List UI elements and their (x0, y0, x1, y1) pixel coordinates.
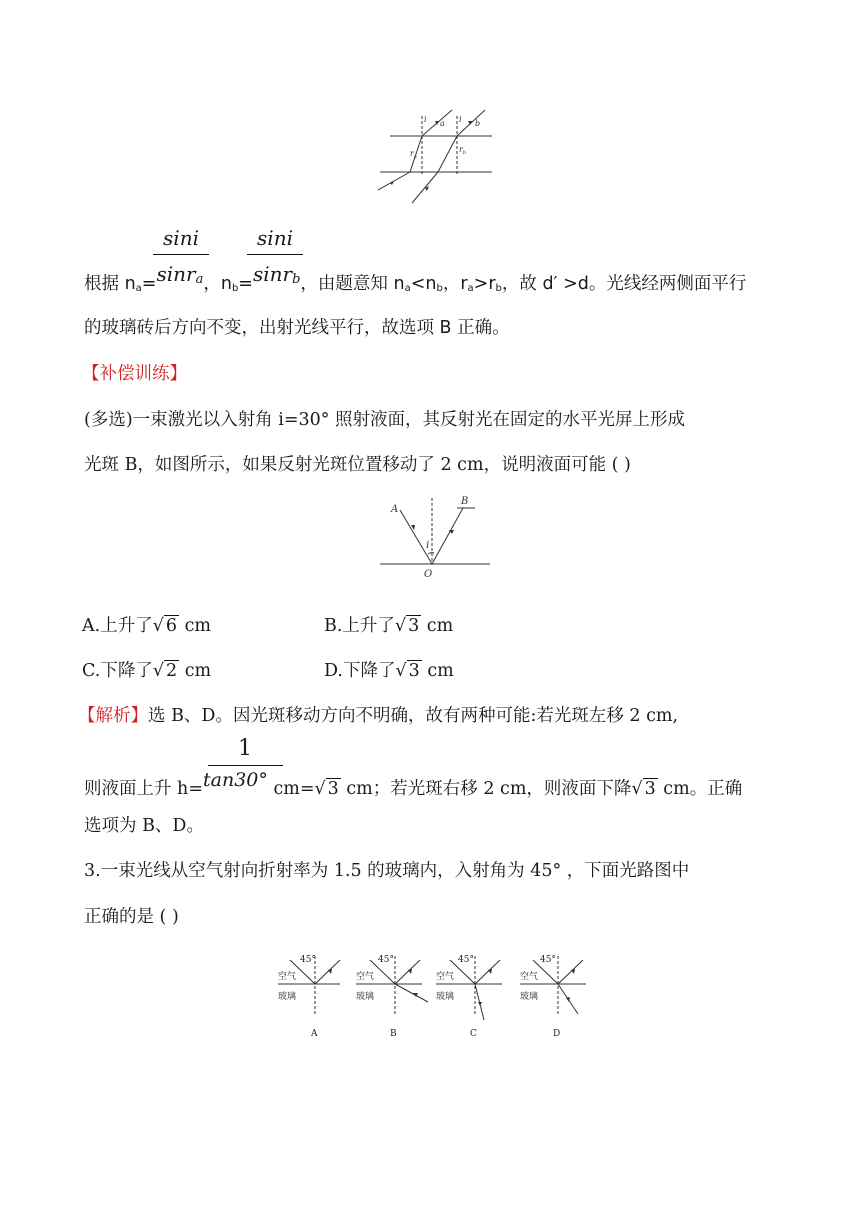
analysis-frac-bar (208, 765, 283, 766)
section-heading: 【补偿训练】 (82, 364, 187, 384)
analysis-line2: 则液面上升 h=tan30° cm=√ 3 cm；若光斑右移 2 cm，则液面下降√ 3 cm。正确 (84, 769, 743, 799)
para1-line1: 根据 $n_a=\sin r_a$，$n_b=\sin r_b$，由题意知 $n_a<n_b$，$r_a>r_b$，故 d′ >d。光线经两侧面平行 (84, 262, 747, 294)
optical-paths-figure (270, 950, 600, 1040)
analysis-tag: 【解析】 (78, 706, 148, 726)
label-a: a (440, 119, 445, 128)
analysis-frac-numerator: 1 (238, 736, 252, 761)
svg-text:B: B (390, 1029, 397, 1039)
panel-A (278, 955, 340, 1039)
panel-C (436, 955, 502, 1039)
label-ra: $r_a$ (410, 149, 417, 160)
frac-b-numerator: sini (257, 226, 293, 250)
option-D: D.下降了√ 3 cm (324, 661, 454, 681)
label-i: i (426, 540, 430, 551)
svg-text:45°: 45° (300, 955, 316, 965)
svg-text:45°: 45° (458, 955, 474, 965)
question1-line1: (多选)一束激光以入射角 i=30° 照射液面，其反射光在固定的水平光屏上形成 (84, 410, 686, 430)
label-b: b (475, 119, 481, 128)
svg-text:C: C (470, 1029, 477, 1039)
frac-b-bar (247, 254, 303, 255)
svg-text:A: A (311, 1029, 318, 1039)
analysis-line1: 【解析】选 B、D。因光斑移动方向不明确，故有两种可能:若光斑左移 2 cm, (78, 706, 679, 726)
svg-text:玻璃: 玻璃 (436, 992, 455, 1002)
analysis-line3: 选项为 B、D。 (84, 816, 204, 836)
label-i1: i (424, 115, 427, 124)
frac-a-numerator: sini (163, 226, 199, 250)
label-B: B (461, 496, 469, 507)
panel-D (520, 955, 586, 1039)
option-A: A.上升了√ 6 cm (82, 616, 211, 636)
svg-text:空气: 空气 (356, 972, 375, 982)
label-A: A (391, 504, 399, 515)
svg-text:玻璃: 玻璃 (520, 992, 539, 1002)
label-i2: i (459, 115, 462, 124)
reflection-figure (375, 492, 495, 582)
svg-text:45°: 45° (540, 955, 556, 965)
svg-text:玻璃: 玻璃 (278, 992, 297, 1002)
label-O: O (424, 569, 433, 580)
svg-text:空气: 空气 (520, 972, 539, 982)
para1-line2: 的玻璃砖后方向不变，出射光线平行，故选项 B 正确。 (84, 318, 510, 338)
svg-text:空气: 空气 (436, 972, 455, 982)
label-rb: $r_b$ (459, 145, 467, 156)
panel-B (356, 955, 428, 1039)
svg-text:玻璃: 玻璃 (356, 992, 375, 1002)
option-B: B.上升了√ 3 cm (324, 616, 454, 636)
question3-line1: 3.一束光线从空气射向折射率为 1.5 的玻璃内，入射角为 45° ，下面光路图中 (84, 861, 690, 881)
frac-a-bar (153, 254, 209, 255)
question3-line2: 正确的是 ( ) (84, 907, 179, 927)
svg-text:D: D (553, 1029, 561, 1039)
svg-text:45°: 45° (378, 955, 394, 965)
refraction-slab-figure (370, 108, 505, 208)
question1-line2: 光斑 B，如图所示，如果反射光斑位置移动了 2 cm，说明液面可能 ( ) (84, 455, 631, 475)
option-C: C.下降了√ 2 cm (82, 661, 212, 681)
svg-text:空气: 空气 (278, 972, 297, 982)
